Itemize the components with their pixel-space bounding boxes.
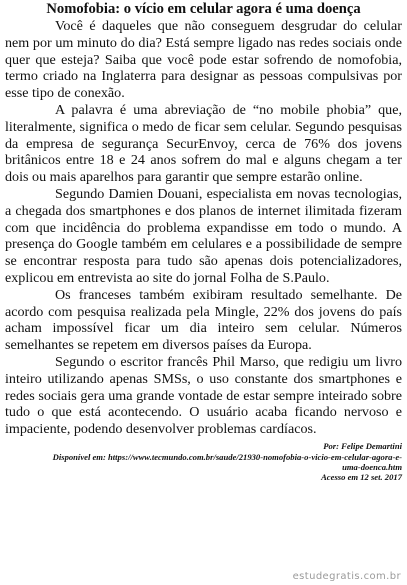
source-url-line: Disponível em: https://www.tecmundo.com.br/saude/21930-nomofobia-o-vicio-em-celular-agora-e-: [52, 451, 402, 462]
source-url-continuation: uma-doenca.htm: [342, 462, 402, 473]
source-citation: [5, 452, 402, 483]
paragraph-4: Os franceses também exibiram resultado semelhante. De acordo com pesquisa realizada pela Mingle, 22% dos jovens do país acham impossível ficar um dia inteiro sem celular. Números semelhantes se repetem em diversos países da Europa.: [5, 286, 402, 354]
author-credit: Por: Felipe Demartini: [323, 440, 402, 451]
paragraph-5: Segundo o escritor francês Phil Marso, que redigiu um livro inteiro utilizando apenas SMSs, o uso constante dos smartphones e redes sociais gera uma grande vontade de estar sempre inteirado sobre tudo o que está acontecendo. O usuário acaba ficando nervoso e impaciente, podendo desenvolver problemas cardíacos.: [5, 353, 402, 438]
access-date: Acesso em 12 set. 2017: [321, 472, 402, 483]
paragraph-2: A palavra é uma abreviação de “no mobile phobia” que, literalmente, significa o medo de ficar sem celular. Segundo pesquisas da empresa de segurança SecurEnvoy, cerca de 76% dos jovens britânicos entre 18 e 24 anos sofrem do mal e alguns chegam a ter dois ou mais aparelhos para garantir que sempre estarão online.: [5, 101, 402, 186]
article: [5, 0, 402, 483]
paragraph-3: Segundo Damien Douani, especialista em novas tecnologias, a chegada dos smartphones e dos planos de internet ilimitada fizeram com que incidência do problema expandisse em todo o mundo. A presença do Google também em celulares e a possibilidade de sempre se encontrar resposta para tudo são apenas dois potencializadores, explicou em entrevista ao site do jornal Folha de S.Paulo.: [5, 185, 402, 286]
article-title: Nomofobia: o vício em celular agora é uma doença: [46, 1, 361, 17]
site-watermark: estudegratis.com.br: [292, 571, 401, 582]
paragraph-1: Você é daqueles que não conseguem desgrudar do celular nem por um minuto do dia? Está sempre ligado nas redes sociais onde quer que esteja? Saiba que você pode estar sofrendo de nomofobia, termo criado na Inglaterra para designar as pessoas compulsivas por esse tipo de conexão.: [5, 18, 402, 102]
